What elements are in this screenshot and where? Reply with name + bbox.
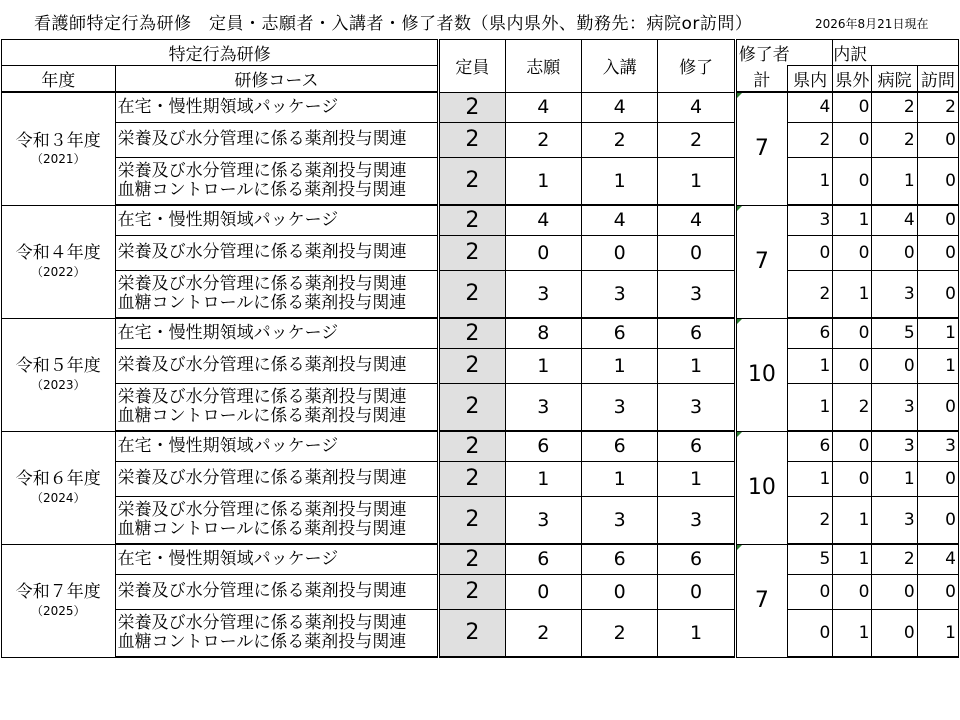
out-pref-value: 0: [833, 574, 872, 609]
hospital-value: 2: [872, 92, 917, 122]
completed-value: 4: [658, 205, 735, 235]
in-pref-value: 0: [788, 574, 833, 609]
year-name: 令和７年度: [15, 582, 101, 603]
header-year: 年度: [2, 66, 116, 93]
visit-value: 0: [917, 205, 958, 235]
completed-value: 3: [658, 383, 735, 431]
in-pref-value: 4: [788, 92, 833, 122]
table-row: [2, 205, 959, 235]
completers-total-value: 10: [747, 475, 776, 500]
capacity-value: 2: [439, 609, 505, 657]
table-row: [2, 270, 959, 318]
page-title: 看護師特定行為研修 定員・志願者・入講者・修了者数（県内県外、勤務先：病院or訪問）: [34, 14, 753, 34]
enrolled-value: 2: [581, 122, 657, 157]
course-name: 栄養及び水分管理に係る薬剤投与関連: [115, 348, 439, 383]
header-capacity: 定員: [439, 40, 505, 93]
capacity-value: 2: [439, 318, 505, 348]
hospital-value: 5: [872, 318, 917, 348]
visit-value: 2: [917, 92, 958, 122]
enrolled-value: 0: [581, 574, 657, 609]
header-in-pref: 県内: [788, 66, 833, 93]
enrolled-value: 3: [581, 496, 657, 544]
table-row: [2, 544, 959, 574]
completers-total-value: 7: [754, 588, 769, 613]
year-western: （2021）: [31, 151, 86, 166]
course-name: 栄養及び水分管理に係る薬剤投与関連: [115, 461, 439, 496]
enrolled-value: 0: [581, 235, 657, 270]
course-name: 在宅・慢性期領域パッケージ: [115, 431, 439, 461]
visit-value: 0: [917, 574, 958, 609]
in-pref-value: 2: [788, 270, 833, 318]
course-name: [115, 496, 439, 544]
year-cell: [2, 431, 116, 544]
table-row: [2, 235, 959, 270]
hospital-value: 3: [872, 383, 917, 431]
out-pref-value: 0: [833, 318, 872, 348]
visit-value: 3: [917, 431, 958, 461]
header-enrolled: 入講: [581, 40, 657, 93]
visit-value: 0: [917, 383, 958, 431]
course-line-1: 栄養及び水分管理に係る薬剤投与関連: [117, 274, 407, 295]
year-western: （2023）: [31, 377, 86, 392]
hospital-value: 2: [872, 122, 917, 157]
visit-value: 4: [917, 544, 958, 574]
completed-value: 6: [658, 318, 735, 348]
visit-value: 0: [917, 235, 958, 270]
capacity-value: 2: [439, 235, 505, 270]
applicants-value: 1: [505, 348, 581, 383]
course-line-1: 栄養及び水分管理に係る薬剤投与関連: [117, 613, 407, 634]
year-cell: [2, 92, 116, 205]
comment-marker-icon: [737, 319, 742, 324]
visit-value: 0: [917, 496, 958, 544]
completers-total-value: 7: [754, 136, 769, 162]
course-line-2: 血糖コントロールに係る薬剤投与関連: [117, 292, 407, 313]
in-pref-value: 6: [788, 318, 833, 348]
capacity-value: 2: [439, 544, 505, 574]
applicants-value: 1: [505, 157, 581, 205]
enrolled-value: 1: [581, 157, 657, 205]
course-name: 在宅・慢性期領域パッケージ: [115, 205, 439, 235]
capacity-value: 2: [439, 270, 505, 318]
out-pref-value: 1: [833, 544, 872, 574]
out-pref-value: 1: [833, 205, 872, 235]
hospital-value: 0: [872, 348, 917, 383]
capacity-value: 2: [439, 383, 505, 431]
visit-value: 0: [917, 157, 958, 205]
capacity-value: 2: [439, 496, 505, 544]
hospital-value: 1: [872, 461, 917, 496]
out-pref-value: 0: [833, 157, 872, 205]
out-pref-value: 0: [833, 92, 872, 122]
header-completers: 修了者: [735, 40, 833, 66]
course-name: 栄養及び水分管理に係る薬剤投与関連: [115, 122, 439, 157]
table-row: [2, 431, 959, 461]
out-pref-value: 0: [833, 348, 872, 383]
completed-value: 6: [658, 431, 735, 461]
table-row: [2, 157, 959, 205]
comment-marker-icon: [737, 432, 742, 437]
applicants-value: 3: [505, 496, 581, 544]
applicants-value: 3: [505, 270, 581, 318]
applicants-value: 8: [505, 318, 581, 348]
course-line-1: 栄養及び水分管理に係る薬剤投与関連: [117, 161, 407, 182]
comment-marker-icon: [737, 545, 742, 550]
applicants-value: 2: [505, 122, 581, 157]
applicants-value: 0: [505, 235, 581, 270]
course-line-2: 血糖コントロールに係る薬剤投与関連: [117, 631, 407, 652]
course-name: 栄養及び水分管理に係る薬剤投与関連: [115, 574, 439, 609]
hospital-value: 2: [872, 544, 917, 574]
header-visit: 訪問: [917, 66, 958, 93]
completed-value: 3: [658, 496, 735, 544]
out-pref-value: 0: [833, 235, 872, 270]
table-row: [2, 609, 959, 657]
course-name: 栄養及び水分管理に係る薬剤投与関連: [115, 235, 439, 270]
course-line-1: 栄養及び水分管理に係る薬剤投与関連: [117, 387, 407, 408]
header-applicants: 志願: [505, 40, 581, 93]
completers-total: [735, 92, 787, 205]
header-program: 特定行為研修: [2, 40, 439, 66]
visit-value: 0: [917, 122, 958, 157]
header-breakdown: 内訳: [833, 40, 959, 66]
enrolled-value: 4: [581, 92, 657, 122]
applicants-value: 6: [505, 544, 581, 574]
year-western: （2025）: [31, 603, 86, 618]
table-row: [2, 92, 959, 122]
completers-total: [735, 544, 787, 657]
year-cell: [2, 544, 116, 657]
hospital-value: 3: [872, 431, 917, 461]
hospital-value: 4: [872, 205, 917, 235]
out-pref-value: 0: [833, 431, 872, 461]
header-total: 計: [735, 66, 787, 93]
comment-marker-icon: [737, 206, 742, 211]
completers-total-value: 10: [747, 362, 776, 387]
course-name: [115, 383, 439, 431]
completers-total-value: 7: [754, 249, 769, 274]
completed-value: 2: [658, 122, 735, 157]
in-pref-value: 2: [788, 496, 833, 544]
in-pref-value: 5: [788, 544, 833, 574]
applicants-value: 6: [505, 431, 581, 461]
course-line-2: 血糖コントロールに係る薬剤投与関連: [117, 179, 407, 200]
visit-value: 1: [917, 609, 958, 657]
year-cell: [2, 318, 116, 431]
table-row: [2, 383, 959, 431]
completed-value: 0: [658, 235, 735, 270]
course-name: [115, 157, 439, 205]
in-pref-value: 0: [788, 235, 833, 270]
out-pref-value: 2: [833, 383, 872, 431]
hospital-value: 0: [872, 574, 917, 609]
in-pref-value: 0: [788, 609, 833, 657]
capacity-value: 2: [439, 431, 505, 461]
table-row: [2, 348, 959, 383]
table-row: [2, 318, 959, 348]
in-pref-value: 3: [788, 205, 833, 235]
course-line-2: 血糖コントロールに係る薬剤投与関連: [117, 518, 407, 539]
enrolled-value: 4: [581, 205, 657, 235]
out-pref-value: 0: [833, 461, 872, 496]
enrolled-value: 3: [581, 270, 657, 318]
enrolled-value: 1: [581, 461, 657, 496]
out-pref-value: 1: [833, 496, 872, 544]
course-line-2: 血糖コントロールに係る薬剤投与関連: [117, 405, 407, 426]
out-pref-value: 1: [833, 609, 872, 657]
in-pref-value: 1: [788, 157, 833, 205]
table-row: [2, 122, 959, 157]
header-out-pref: 県外: [833, 66, 872, 93]
capacity-value: 2: [439, 92, 505, 122]
completed-value: 1: [658, 461, 735, 496]
in-pref-value: 6: [788, 431, 833, 461]
completed-value: 4: [658, 92, 735, 122]
capacity-value: 2: [439, 122, 505, 157]
table-row: [2, 496, 959, 544]
completed-value: 3: [658, 270, 735, 318]
completers-total: [735, 318, 787, 431]
year-western: （2022）: [31, 264, 86, 279]
hospital-value: 3: [872, 496, 917, 544]
course-name: 在宅・慢性期領域パッケージ: [115, 318, 439, 348]
year-western: （2024）: [31, 490, 86, 505]
year-name: 令和５年度: [15, 356, 101, 377]
completed-value: 1: [658, 609, 735, 657]
out-pref-value: 1: [833, 270, 872, 318]
year-name: 令和３年度: [15, 130, 101, 151]
hospital-value: 3: [872, 270, 917, 318]
visit-value: 0: [917, 461, 958, 496]
capacity-value: 2: [439, 157, 505, 205]
out-pref-value: 0: [833, 122, 872, 157]
enrolled-value: 6: [581, 431, 657, 461]
year-name: 令和４年度: [15, 243, 101, 264]
enrolled-value: 2: [581, 609, 657, 657]
course-name: 在宅・慢性期領域パッケージ: [115, 544, 439, 574]
completed-value: 1: [658, 157, 735, 205]
visit-value: 1: [917, 318, 958, 348]
year-cell: [2, 205, 116, 318]
applicants-value: 0: [505, 574, 581, 609]
as-of-date: 2026年8月21日現在: [815, 17, 929, 31]
completed-value: 0: [658, 574, 735, 609]
course-name: [115, 270, 439, 318]
header-course: 研修コース: [115, 66, 439, 93]
enrolled-value: 3: [581, 383, 657, 431]
year-name: 令和６年度: [15, 469, 101, 490]
completed-value: 6: [658, 544, 735, 574]
training-table: [1, 39, 959, 658]
completers-total: [735, 205, 787, 318]
hospital-value: 0: [872, 235, 917, 270]
completed-value: 1: [658, 348, 735, 383]
applicants-value: 2: [505, 609, 581, 657]
header-completed: 修了: [658, 40, 735, 93]
capacity-value: 2: [439, 348, 505, 383]
table-row: [2, 461, 959, 496]
table-row: [2, 574, 959, 609]
in-pref-value: 2: [788, 122, 833, 157]
visit-value: 1: [917, 348, 958, 383]
enrolled-value: 6: [581, 544, 657, 574]
applicants-value: 4: [505, 205, 581, 235]
course-line-1: 栄養及び水分管理に係る薬剤投与関連: [117, 500, 407, 521]
applicants-value: 3: [505, 383, 581, 431]
course-name: 在宅・慢性期領域パッケージ: [115, 92, 439, 122]
visit-value: 0: [917, 270, 958, 318]
header-hospital: 病院: [872, 66, 917, 93]
in-pref-value: 1: [788, 348, 833, 383]
comment-marker-icon: [737, 93, 742, 98]
capacity-value: 2: [439, 205, 505, 235]
hospital-value: 0: [872, 609, 917, 657]
capacity-value: 2: [439, 574, 505, 609]
completers-total: [735, 431, 787, 544]
capacity-value: 2: [439, 461, 505, 496]
applicants-value: 4: [505, 92, 581, 122]
enrolled-value: 1: [581, 348, 657, 383]
applicants-value: 1: [505, 461, 581, 496]
course-name: [115, 609, 439, 657]
in-pref-value: 1: [788, 383, 833, 431]
in-pref-value: 1: [788, 461, 833, 496]
hospital-value: 1: [872, 157, 917, 205]
enrolled-value: 6: [581, 318, 657, 348]
